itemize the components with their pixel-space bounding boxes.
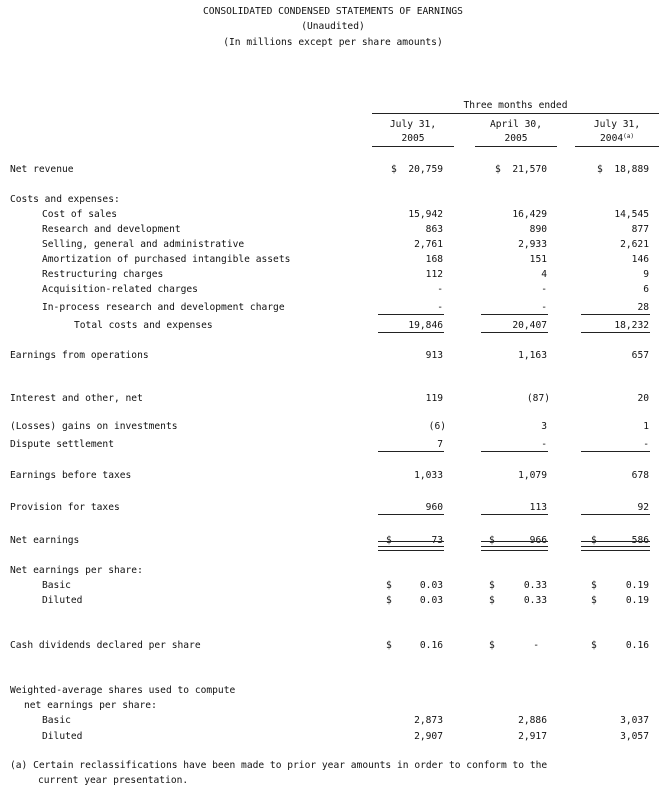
value-amortization-c3: 146 xyxy=(631,254,649,265)
value-rnd-c1: 863 xyxy=(425,224,443,235)
value-dispute-c3: - xyxy=(643,439,649,450)
net-earnings-strike-c1 xyxy=(378,541,444,542)
label-restructuring: Restructuring charges xyxy=(42,269,164,280)
value-acquisition-c3: 6 xyxy=(643,284,649,295)
value-interest-c1: 119 xyxy=(425,393,443,404)
value-earnings-ops-c3: 657 xyxy=(631,350,649,361)
currency-eps-basic-c2: $ xyxy=(489,580,495,591)
currency-dividends-c1: $ xyxy=(386,640,392,651)
subtotal-rule-c1 xyxy=(378,314,444,315)
value-gains-c3: 1 xyxy=(643,421,649,432)
value-shares-basic-c2: 2,886 xyxy=(518,715,547,726)
label-rnd: Research and development xyxy=(42,224,181,235)
value-acquisition-c1: - xyxy=(437,284,443,295)
value-net-earnings-c3: 586 xyxy=(631,535,649,546)
col2-header-rule xyxy=(475,146,557,147)
label-eps-header: Net earnings per share: xyxy=(10,565,143,576)
value-total-costs-c2: 20,407 xyxy=(512,320,547,331)
value-total-costs-c1: 19,846 xyxy=(408,320,443,331)
value-gains-c2: 3 xyxy=(541,421,547,432)
label-amortization: Amortization of purchased intangible assets xyxy=(42,254,291,265)
value-total-costs-c3: 18,232 xyxy=(614,320,649,331)
label-eps-basic: Basic xyxy=(42,580,71,591)
label-shares-basic: Basic xyxy=(42,715,71,726)
value-interest-c3: 20 xyxy=(637,393,649,404)
col1-header-line2: 2005 xyxy=(401,133,425,144)
total-rule-c3 xyxy=(581,332,650,333)
col1-header-rule xyxy=(372,146,454,147)
label-gains: (Losses) gains on investments xyxy=(10,421,178,432)
value-taxes-c1: 960 xyxy=(425,502,443,513)
currency-eps-basic-c1: $ xyxy=(386,580,392,591)
label-shares-diluted: Diluted xyxy=(42,731,83,742)
value-restructuring-c1: 112 xyxy=(425,269,443,280)
currency-eps-basic-c3: $ xyxy=(591,580,597,591)
value-sga-c2: 2,933 xyxy=(518,239,547,250)
value-cost-of-sales-c3: 14,545 xyxy=(614,209,649,220)
currency-eps-diluted-c3: $ xyxy=(591,595,597,606)
label-net-revenue: Net revenue xyxy=(10,164,74,175)
col2-header-line1: April 30, xyxy=(490,119,542,130)
value-rnd-c2: 890 xyxy=(529,224,547,235)
taxes-rule-c2 xyxy=(481,514,548,515)
value-shares-basic-c1: 2,873 xyxy=(414,715,443,726)
value-net-revenue-c1: $ 20,759 xyxy=(391,164,443,175)
currency-net-earnings-c2: $ xyxy=(489,535,495,546)
currency-eps-diluted-c2: $ xyxy=(489,595,495,606)
value-amortization-c2: 151 xyxy=(529,254,547,265)
value-taxes-c3: 92 xyxy=(637,502,649,513)
period-header-rule xyxy=(372,113,659,114)
value-shares-diluted-c2: 2,917 xyxy=(518,731,547,742)
value-inprocess-c3: 28 xyxy=(637,302,649,313)
value-inprocess-c1: - xyxy=(437,302,443,313)
value-rnd-c3: 877 xyxy=(631,224,649,235)
value-inprocess-c2: - xyxy=(541,302,547,313)
net-earnings-strike-c3 xyxy=(581,541,650,542)
currency-dividends-c3: $ xyxy=(591,640,597,651)
label-total-costs: Total costs and expenses xyxy=(74,320,213,331)
subtotal-rule-c2 xyxy=(481,314,548,315)
value-shares-basic-c3: 3,037 xyxy=(620,715,649,726)
value-sga-c1: 2,761 xyxy=(414,239,443,250)
label-taxes: Provision for taxes xyxy=(10,502,120,513)
value-net-earnings-c1: 73 xyxy=(431,535,443,546)
currency-eps-diluted-c1: $ xyxy=(386,595,392,606)
label-net-earnings: Net earnings xyxy=(10,535,80,546)
value-restructuring-c2: 4 xyxy=(541,269,547,280)
value-earnings-ops-c1: 913 xyxy=(425,350,443,361)
label-eps-diluted: Diluted xyxy=(42,595,83,606)
value-eps-basic-c2: 0.33 xyxy=(523,580,547,591)
value-dispute-c2: - xyxy=(541,439,547,450)
label-sga: Selling, general and administrative xyxy=(42,239,245,250)
label-earnings-ops: Earnings from operations xyxy=(10,350,149,361)
footnote-line2: current year presentation. xyxy=(38,775,189,786)
label-dividends: Cash dividends declared per share xyxy=(10,640,201,651)
statement-title: CONSOLIDATED CONDENSED STATEMENTS OF EARNINGS xyxy=(203,6,463,17)
label-wavg-header2: net earnings per share: xyxy=(24,700,157,711)
subtotal-rule-c3 xyxy=(581,314,650,315)
net-earnings-double-rule-c1 xyxy=(378,546,444,551)
col2-header-line2: 2005 xyxy=(504,133,528,144)
value-net-revenue-c2: $ 21,570 xyxy=(495,164,547,175)
net-earnings-strike-c2 xyxy=(481,541,548,542)
taxes-rule-c1 xyxy=(378,514,444,515)
value-sga-c3: 2,621 xyxy=(620,239,649,250)
footnote-marker: (a) xyxy=(623,133,634,140)
value-ebt-c1: 1,033 xyxy=(414,470,443,481)
col3-header-line1: July 31, xyxy=(593,119,641,130)
value-gains-c1: (6) xyxy=(428,421,446,432)
value-eps-diluted-c1: 0.03 xyxy=(419,595,443,606)
col3-header-line2: 2004$^{(a)}$ xyxy=(600,133,634,144)
value-eps-diluted-c3: 0.19 xyxy=(625,595,649,606)
label-ebt: Earnings before taxes xyxy=(10,470,132,481)
col3-header-rule xyxy=(575,146,659,147)
value-amortization-c1: 168 xyxy=(425,254,443,265)
value-dispute-c1: 7 xyxy=(437,439,443,450)
label-dispute: Dispute settlement xyxy=(10,439,114,450)
units-note: (In millions except per share amounts) xyxy=(223,37,443,48)
value-dividends-c2: - xyxy=(533,640,539,651)
value-eps-diluted-c2: 0.33 xyxy=(523,595,547,606)
label-cost-of-sales: Cost of sales xyxy=(42,209,118,220)
value-restructuring-c3: 9 xyxy=(643,269,649,280)
value-acquisition-c2: - xyxy=(541,284,547,295)
net-earnings-double-rule-c3 xyxy=(581,546,650,551)
value-eps-basic-c3: 0.19 xyxy=(625,580,649,591)
label-interest: Interest and other, net xyxy=(10,393,143,404)
value-dividends-c3: 0.16 xyxy=(625,640,649,651)
footnote-line1: (a) Certain reclassifications have been made to prior year amounts in order to conform to the xyxy=(10,760,548,771)
value-shares-diluted-c1: 2,907 xyxy=(414,731,443,742)
value-shares-diluted-c3: 3,057 xyxy=(620,731,649,742)
value-cost-of-sales-c1: 15,942 xyxy=(408,209,443,220)
currency-net-earnings-c3: $ xyxy=(591,535,597,546)
ebt-rule-c1 xyxy=(378,451,444,452)
value-eps-basic-c1: 0.03 xyxy=(419,580,443,591)
value-dividends-c1: 0.16 xyxy=(419,640,443,651)
col1-header-line1: July 31, xyxy=(389,119,437,130)
statement-subtitle: (Unaudited) xyxy=(301,21,365,32)
net-earnings-double-rule-c2 xyxy=(481,546,548,551)
ebt-rule-c3 xyxy=(581,451,650,452)
value-ebt-c3: 678 xyxy=(631,470,649,481)
total-rule-c1 xyxy=(378,332,444,333)
value-ebt-c2: 1,079 xyxy=(518,470,547,481)
value-net-earnings-c2: 966 xyxy=(529,535,547,546)
value-interest-c2: (87) xyxy=(526,393,550,404)
label-costs-header: Costs and expenses: xyxy=(10,194,120,205)
value-net-revenue-c3: $ 18,889 xyxy=(597,164,649,175)
taxes-rule-c3 xyxy=(581,514,650,515)
label-acquisition: Acquisition-related charges xyxy=(42,284,198,295)
ebt-rule-c2 xyxy=(481,451,548,452)
period-header: Three months ended xyxy=(463,100,568,111)
value-cost-of-sales-c2: 16,429 xyxy=(512,209,547,220)
currency-net-earnings-c1: $ xyxy=(386,535,392,546)
currency-dividends-c2: $ xyxy=(489,640,495,651)
label-inprocess: In-process research and development charge xyxy=(42,302,285,313)
value-earnings-ops-c2: 1,163 xyxy=(518,350,547,361)
label-wavg-header1: Weighted-average shares used to compute xyxy=(10,685,236,696)
value-taxes-c2: 113 xyxy=(529,502,547,513)
total-rule-c2 xyxy=(481,332,548,333)
